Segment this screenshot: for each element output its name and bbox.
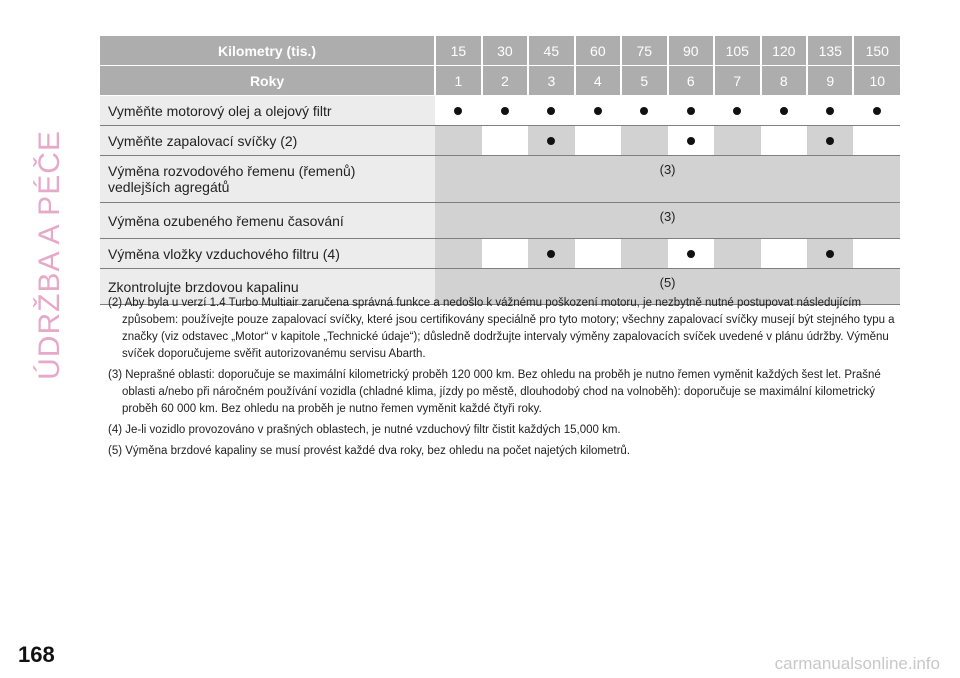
- scheduled-dot-icon: [640, 107, 648, 115]
- km-value: 60: [575, 36, 621, 66]
- schedule-cell: [853, 96, 900, 126]
- scheduled-dot-icon: [733, 107, 741, 115]
- row-label-line: Výměna rozvodového řemenu (řemenů): [108, 163, 356, 179]
- row-label: Zkontrolujte brzdovou kapalinu: [100, 269, 435, 305]
- schedule-cell: [482, 239, 528, 269]
- row-label-line: vedlejších agregátů: [108, 179, 230, 195]
- page-number: 168: [18, 642, 55, 667]
- scheduled-dot-icon: [826, 137, 834, 145]
- km-label: Kilometry (tis.): [100, 36, 435, 66]
- table-row: [100, 239, 900, 269]
- schedule-cell: [435, 239, 481, 269]
- scheduled-dot-icon: [873, 107, 881, 115]
- scheduled-dot-icon: [501, 107, 509, 115]
- schedule-cell: [714, 96, 760, 126]
- year-value: 8: [761, 66, 807, 96]
- scheduled-dot-icon: [547, 137, 555, 145]
- km-value: 30: [482, 36, 528, 66]
- schedule-cell: [575, 239, 621, 269]
- schedule-cell: [807, 126, 853, 156]
- schedule-cell: [714, 239, 760, 269]
- schedule-cell: [621, 96, 667, 126]
- year-value: 1: [435, 66, 481, 96]
- table-row: [100, 203, 900, 239]
- schedule-cell: [807, 96, 853, 126]
- scheduled-dot-icon: [547, 107, 555, 115]
- row-label: Vyměňte zapalovací svíčky (2): [100, 126, 435, 156]
- km-value: 135: [807, 36, 853, 66]
- schedule-cell: [761, 126, 807, 156]
- schedule-cell: [621, 239, 667, 269]
- span-note-cell: (3): [435, 156, 900, 203]
- scheduled-dot-icon: [687, 137, 695, 145]
- year-value: 5: [621, 66, 667, 96]
- schedule-cell: [668, 239, 714, 269]
- schedule-cell: [528, 126, 574, 156]
- footnote: (2) Aby byla u verzí 1.4 Turbo Multiair zaručena správná funkce a nedošlo k vážnému poškození motoru, je nezbytně nutné postupovat následujícím způsobem: používejte pouze zapalovací svíčky, které jsou certifikovány speciálně pro tyto motory; všechny zapalovací svíčky musejí být stejného typu a značky (viz odstavec „Motor“ v kapitole „Technické údaje“); důsledně dodržujte intervaly výměny zapalovacích svíček uvedené v plánu údržby. Výměnu svíček doporučujeme svěřit autorizovanému servisu Abarth.: [108, 297, 895, 360]
- row-label: Výměna ozubeného řemenu časování: [100, 203, 435, 239]
- scheduled-dot-icon: [454, 107, 462, 115]
- years-label: Roky: [100, 66, 435, 96]
- km-header-row: [100, 36, 900, 66]
- span-note-cell: (5): [435, 269, 900, 305]
- years-header-row: [100, 66, 900, 96]
- table-row: [100, 126, 900, 156]
- maintenance-schedule-table: [100, 36, 900, 305]
- schedule-cell: [668, 126, 714, 156]
- km-value: 150: [853, 36, 900, 66]
- row-label: Vyměňte motorový olej a olejový filtr: [100, 96, 435, 126]
- scheduled-dot-icon: [826, 107, 834, 115]
- year-value: 7: [714, 66, 760, 96]
- scheduled-dot-icon: [826, 250, 834, 258]
- table-row: [100, 156, 900, 203]
- km-value: 15: [435, 36, 481, 66]
- schedule-cell: [528, 239, 574, 269]
- schedule-cell: [853, 126, 900, 156]
- watermark: carmanualsonline.info: [774, 654, 940, 673]
- footnote: (5) Výměna brzdové kapaliny se musí provést každé dva roky, bez ohledu na počet najetých kilometrů.: [108, 445, 631, 457]
- km-value: 120: [761, 36, 807, 66]
- schedule-cell: [435, 126, 481, 156]
- schedule-cell: [714, 126, 760, 156]
- km-value: 75: [621, 36, 667, 66]
- year-value: 2: [482, 66, 528, 96]
- year-value: 9: [807, 66, 853, 96]
- footnotes: [108, 295, 908, 464]
- km-value: 90: [668, 36, 714, 66]
- span-note-cell: (3): [435, 203, 900, 239]
- schedule-cell: [482, 96, 528, 126]
- schedule-cell: [482, 126, 528, 156]
- schedule-cell: [621, 126, 667, 156]
- year-value: 10: [853, 66, 900, 96]
- year-value: 4: [575, 66, 621, 96]
- scheduled-dot-icon: [780, 107, 788, 115]
- year-value: 3: [528, 66, 574, 96]
- row-label: Výměna vložky vzduchového filtru (4): [100, 239, 435, 269]
- footnote: (4) Je-li vozidlo provozováno v prašných oblastech, je nutné vzduchový filtr čistit každých 15,000 km.: [108, 424, 621, 436]
- scheduled-dot-icon: [687, 250, 695, 258]
- section-title: ÚDRŽBA A PÉČE: [33, 130, 66, 380]
- schedule-cell: [528, 96, 574, 126]
- year-value: 6: [668, 66, 714, 96]
- scheduled-dot-icon: [547, 250, 555, 258]
- schedule-cell: [853, 239, 900, 269]
- scheduled-dot-icon: [687, 107, 695, 115]
- schedule-cell: [761, 96, 807, 126]
- schedule-cell: [435, 96, 481, 126]
- footnote: (3) Neprašné oblasti: doporučuje se maximální kilometrický proběh 120 000 km. Bez ohledu na proběh je nutno řemen vyměnit každých šest let. Prašné oblasti a/nebo při náročném používání vozidla (chladné klima, jízdy po městě, dlouhodobý chod na volnoběh): doporučuje se maximální kilometrický proběh 60 000 km. Bez ohledu na proběh je nutno řemen vyměnit každé čtyři roky.: [108, 369, 881, 415]
- km-value: 105: [714, 36, 760, 66]
- km-value: 45: [528, 36, 574, 66]
- schedule-cell: [761, 239, 807, 269]
- schedule-cell: [575, 96, 621, 126]
- schedule-cell: [575, 126, 621, 156]
- scheduled-dot-icon: [594, 107, 602, 115]
- row-label: [100, 156, 435, 203]
- schedule-cell: [807, 239, 853, 269]
- table-row: [100, 96, 900, 126]
- schedule-cell: [668, 96, 714, 126]
